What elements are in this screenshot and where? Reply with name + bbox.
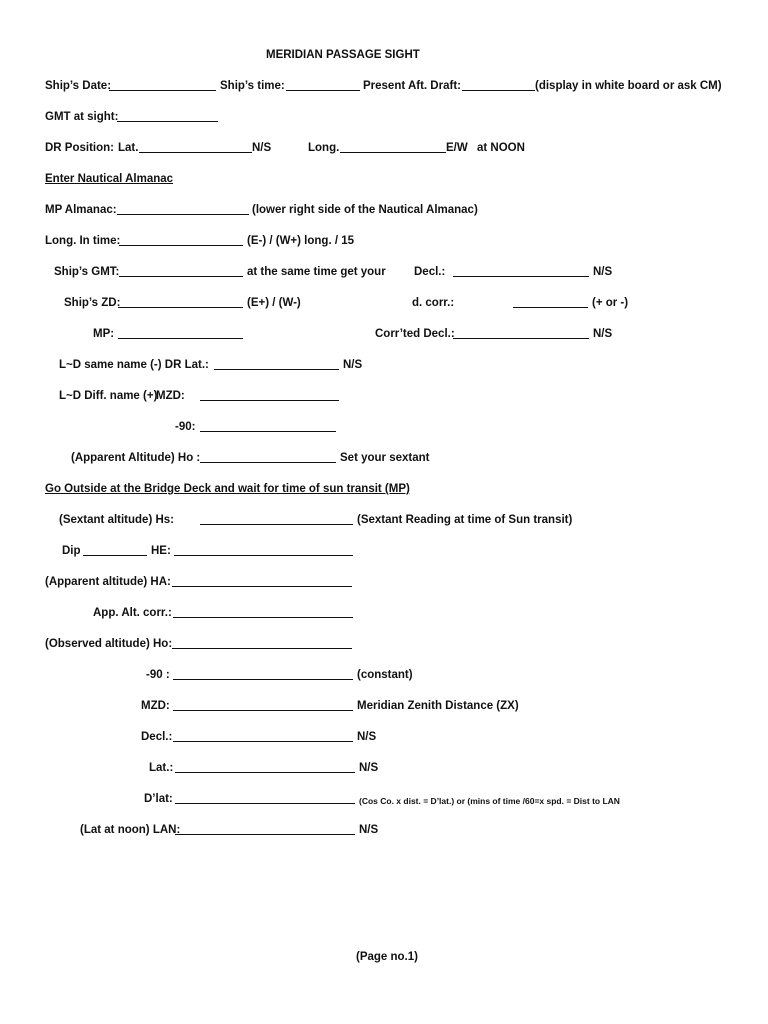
- gmt-row: [0, 110, 768, 124]
- ld-same-name-field[interactable]: [214, 369, 339, 370]
- ships-zd-label: Ship’s ZD:: [64, 297, 121, 309]
- sextant-note: (Sextant Reading at time of Sun transit): [357, 514, 573, 526]
- same-time-note: at the same time get your: [247, 266, 386, 278]
- he-label: HE:: [151, 545, 171, 557]
- apparent-ho-label: (Apparent Altitude) Ho :: [71, 452, 201, 464]
- decl-field[interactable]: [453, 276, 589, 277]
- ld-same-name-row: [0, 358, 768, 372]
- mp-almanac-label: MP Almanac:: [45, 204, 117, 216]
- minus-90-field[interactable]: [200, 431, 336, 432]
- ships-time-label: Ship’s time:: [220, 80, 285, 92]
- mp-almanac-note: (lower right side of the Nautical Almanac): [252, 204, 478, 216]
- bridge-decl-ns: N/S: [357, 731, 377, 743]
- apparent-ha-row: [0, 575, 768, 589]
- mzd-note: Meridian Zenith Distance (ZX): [357, 700, 519, 712]
- long-in-time-row: [0, 234, 768, 248]
- minus-90-row: [0, 420, 768, 434]
- observed-altitude-row: [0, 637, 768, 651]
- footer-row: [0, 950, 768, 964]
- almanac-heading-row: [0, 172, 768, 186]
- gmt-at-sight-field[interactable]: [117, 121, 218, 122]
- ships-zd-note: (E+) / (W-): [247, 297, 301, 309]
- dlat-label: D’lat:: [144, 793, 173, 805]
- dlat-row: [0, 792, 768, 806]
- mzd-field[interactable]: [173, 710, 353, 711]
- app-alt-corr-row: [0, 606, 768, 620]
- lan-field[interactable]: [175, 834, 355, 835]
- constant-90-row: [0, 668, 768, 682]
- ld-mzd-field[interactable]: [200, 400, 339, 401]
- app-alt-corr-label: App. Alt. corr.:: [93, 607, 172, 619]
- dip-label: Dip: [62, 545, 81, 557]
- mzd-row: [0, 699, 768, 713]
- d-corr-label: d. corr.:: [412, 297, 455, 309]
- sextant-altitude-row: [0, 513, 768, 527]
- ships-date-row: [0, 79, 768, 93]
- ld-same-name-label: L~D same name (-) DR Lat.:: [59, 359, 209, 371]
- set-sextant-text: Set your sextant: [340, 452, 430, 464]
- dip-field[interactable]: [83, 555, 147, 556]
- lan-row: [0, 823, 768, 837]
- corrted-decl-field[interactable]: [453, 338, 589, 339]
- ld-diff-name-label: L~D Diff. name (+): [59, 390, 158, 402]
- almanac-heading: Enter Nautical Almanac: [45, 173, 174, 185]
- ships-gmt-field[interactable]: [119, 276, 243, 277]
- constant-note: (constant): [357, 669, 413, 681]
- lan-ns: N/S: [359, 824, 379, 836]
- gmt-at-sight-label: GMT at sight:: [45, 111, 119, 123]
- title-row: [0, 48, 768, 62]
- mzd-label: MZD:: [141, 700, 170, 712]
- ships-time-field[interactable]: [286, 90, 360, 91]
- long-in-time-field[interactable]: [119, 245, 243, 246]
- ships-date-field[interactable]: [109, 90, 216, 91]
- corrted-decl-ns: N/S: [593, 328, 613, 340]
- long-in-time-note: (E-) / (W+) long. / 15: [247, 235, 355, 247]
- page-number: (Page no.1): [356, 951, 418, 963]
- apparent-ho-field[interactable]: [200, 462, 336, 463]
- at-noon-text: at NOON: [477, 142, 525, 154]
- dr-long-field[interactable]: [340, 152, 446, 153]
- bridge-decl-row: [0, 730, 768, 744]
- dr-long-ew: E/W: [446, 142, 468, 154]
- apparent-ha-field[interactable]: [172, 586, 352, 587]
- apparent-ha-label: (Apparent altitude) HA:: [45, 576, 171, 588]
- bridge-decl-label: Decl.:: [141, 731, 173, 743]
- he-field[interactable]: [174, 555, 353, 556]
- bridge-heading: Go Outside at the Bridge Deck and wait for time of sun transit (MP): [45, 483, 410, 495]
- ld-same-name-ns: N/S: [343, 359, 363, 371]
- d-corr-field[interactable]: [513, 307, 588, 308]
- dr-long-label: Long.: [308, 142, 340, 154]
- ships-zd-row: [0, 296, 768, 310]
- dr-position-row: [0, 141, 768, 155]
- mp-label: MP:: [93, 328, 115, 340]
- long-in-time-label: Long. In time:: [45, 235, 121, 247]
- bridge-lat-field[interactable]: [175, 772, 355, 773]
- dlat-field[interactable]: [175, 803, 355, 804]
- page-title: MERIDIAN PASSAGE SIGHT: [266, 49, 420, 61]
- aft-draft-label: Present Aft. Draft:: [363, 80, 461, 92]
- ld-mzd-label: MZD:: [156, 390, 185, 402]
- decl-ns: N/S: [593, 266, 613, 278]
- app-alt-corr-field[interactable]: [173, 617, 353, 618]
- bridge-lat-ns: N/S: [359, 762, 379, 774]
- dr-lat-field[interactable]: [139, 152, 252, 153]
- bridge-heading-row: [0, 482, 768, 496]
- mp-almanac-field[interactable]: [117, 214, 249, 215]
- mp-row: [0, 327, 768, 341]
- aft-draft-field[interactable]: [462, 90, 535, 91]
- dr-lat-label: Lat.: [118, 142, 139, 154]
- dlat-note: (Cos Co. x dist. = D’lat.) or (mins of time /60=x spd. = Dist to LAN: [359, 796, 620, 806]
- ships-gmt-row: [0, 265, 768, 279]
- ld-diff-name-row: [0, 389, 768, 403]
- lan-label: (Lat at noon) LAN:: [80, 824, 181, 836]
- observed-altitude-field[interactable]: [172, 648, 352, 649]
- ships-date-label: Ship’s Date:: [45, 80, 112, 92]
- dr-lat-ns: N/S: [252, 142, 272, 154]
- bridge-lat-row: [0, 761, 768, 775]
- constant-90-label: -90 :: [146, 669, 170, 681]
- apparent-ho-row: [0, 451, 768, 465]
- sextant-altitude-label: (Sextant altitude) Hs:: [59, 514, 175, 526]
- draft-note: (display in white board or ask CM): [535, 80, 722, 92]
- corrted-decl-label: Corr’ted Decl.:: [375, 328, 455, 340]
- d-corr-note: (+ or -): [592, 297, 629, 309]
- mp-almanac-row: [0, 203, 768, 217]
- mp-field[interactable]: [118, 338, 243, 339]
- bridge-lat-label: Lat.:: [149, 762, 174, 774]
- sextant-altitude-field[interactable]: [200, 524, 353, 525]
- ships-gmt-label: Ship’s GMT:: [54, 266, 120, 278]
- dr-position-label: DR Position:: [45, 142, 114, 154]
- constant-90-field[interactable]: [173, 679, 353, 680]
- dip-row: [0, 544, 768, 558]
- bridge-decl-field[interactable]: [173, 741, 353, 742]
- observed-altitude-label: (Observed altitude) Ho:: [45, 638, 173, 650]
- ships-zd-field[interactable]: [118, 307, 243, 308]
- minus-90-label: -90:: [175, 421, 196, 433]
- decl-label: Decl.:: [414, 266, 446, 278]
